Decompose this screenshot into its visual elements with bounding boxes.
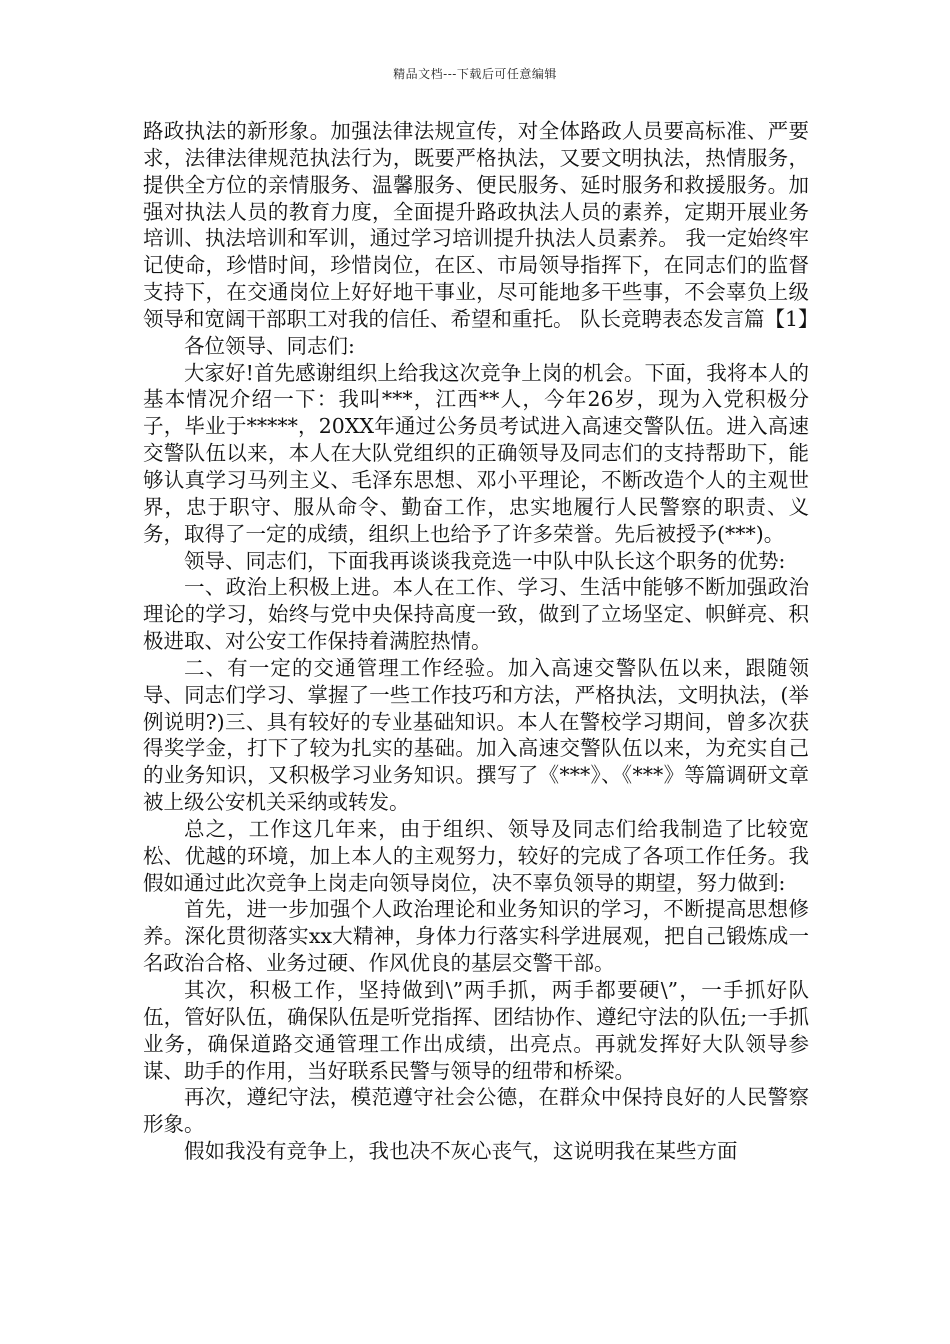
paragraph-closing: 假如我没有竞争上，我也决不灰心丧气，这说明我在某些方面 [184, 1139, 738, 1164]
document-body [143, 118, 819, 1165]
paragraph-summary: 总之，工作这几年来，由于组织、领导及同志们给我制造了比较宽松、优越的环境，加上本人的主观努力，较好的完成了各项工作任务。我假如通过此次竞争上岗走向领导岗位，决不辜负领导的期望，努力做到: [143, 816, 809, 895]
paragraph-salutation: 各位领导、同志们: [184, 333, 355, 358]
paragraph-third: 再次，遵纪守法，模范遵守社会公德，在群众中保持良好的人民警察形象。 [143, 1085, 809, 1137]
page-header: 精品文档---下载后可任意编辑 [393, 67, 557, 81]
paragraph-continuation: 路政执法的新形象。加强法律法规宣传，对全体路政人员要高标准、严要求，法律法律规范执法行为，既要严格执法，又要文明执法，热情服务，提供全方位的亲情服务、温馨服务、便民服务、延时服务和救援服务。加强对执法人员的教育力度，全面提升路政执法人员的素养，定期开展业务培训、执法培训和军训，通过学习培训提升执法人员素养。 我一定始终牢记使命，珍惜时间，珍惜岗位，在区、市局领导指挥下，在同志们的监督支持下，在交通岗位上好好地干事业，尽可能地多干些事，不会辜负上级领导和宽阔干部职工对我的信任、希望和重托。 队长竞聘表态发言篇【1】 [143, 119, 819, 331]
paragraph-advantages-intro: 领导、同志们，下面我再谈谈我竞选一中队中队长这个职务的优势: [184, 548, 786, 573]
paragraph-introduction: 大家好!首先感谢组织上给我这次竞争上岗的机会。下面，我将本人的基本情况介绍一下：我叫***，江西**人，今年26岁，现为入党积极分子，毕业于*****，20XX年通过公务员考试进入高速交警队伍。进入高速交警队伍以来，本人在大队党组织的正确领导及同志们的支持帮助下，能够认真学习马列主义、毛泽东思想、邓小平理论，不断改造个人的主观世界，忠于职守、服从命令、勤奋工作，忠实地履行人民警察的职责、义务，取得了一定的成绩，组织上也给予了许多荣誉。先后被授予(***)。 [143, 360, 809, 546]
paragraph-advantage-experience: 二、有一定的交通管理工作经验。加入高速交警队伍以来，跟随领导、同志们学习、掌握了一些工作技巧和方法，严格执法，文明执法，(举例说明?)三、具有较好的专业基础知识。本人在警校学习期间，曾多次获得奖学金，打下了较为扎实的基础。加入高速交警队伍以来，为充实自己的业务知识，又积极学习业务知识。撰写了《***》、《***》等篇调研文章被上级公安机关采纳或转发。 [143, 655, 809, 815]
paragraph-first: 首先，进一步加强个人政治理论和业务知识的学习，不断提高思想修养。深化贯彻落实xx大精神，身体力行落实科学进展观，把自己锻炼成一名政治合格、业务过硬、作风优良的基层交警干部。 [143, 897, 809, 976]
paragraph-second: 其次，积极工作，坚持做到\”两手抓，两手都要硬\”，一手抓好队伍，管好队伍，确保队伍是听党指挥、团结协作、遵纪守法的队伍;一手抓业务，确保道路交通管理工作出成绩，出亮点。再就发挥好大队领导参谋、助手的作用，当好联系民警与领导的纽带和桥梁。 [143, 978, 809, 1083]
paragraph-advantage-political: 一、政治上积极上进。本人在工作、学习、生活中能够不断加强政治理论的学习，始终与党中央保持高度一致，做到了立场坚定、帜鲜亮、积极进取、对公安工作保持着满腔热情。 [143, 575, 809, 654]
